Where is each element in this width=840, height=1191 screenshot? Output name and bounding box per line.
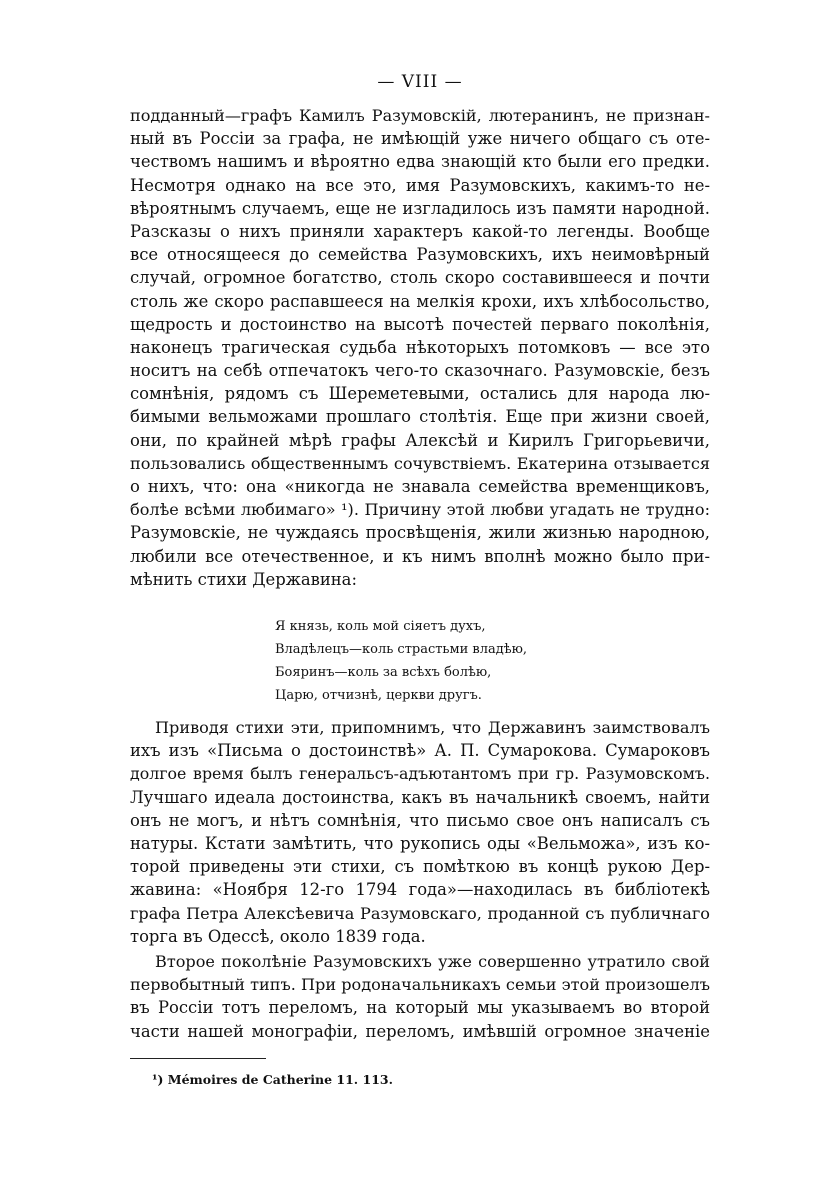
text-line: ихъ изъ «Письма о достоинствѣ» А. П. Сумарокова. Сумароковъ	[130, 741, 710, 761]
text-line: все относящееся до семейства Разумовскихъ, ихъ неимовѣрный	[130, 245, 710, 265]
text-line: мѣнить стихи Державина:	[130, 569, 357, 589]
text-line: болѣе всѣми любимаго» ¹). Причину этой любви угадать не трудно:	[130, 500, 710, 520]
text-line: столь же скоро распавшееся на мелкія крохи, ихъ хлѣбосольство,	[130, 291, 710, 311]
text-line: натуры. Кстати замѣтить, что рукопись оды «Вельможа», изъ ко-	[130, 833, 710, 853]
paragraph-3	[130, 950, 710, 1043]
text-line: подданный—графъ Камилъ Разумовскій, лютеранинъ, не признан-	[130, 106, 710, 125]
text-line: щедрость и достоинство на высотѣ почестей перваго поколѣнія,	[130, 314, 710, 334]
paragraph-2	[130, 716, 710, 948]
verse-line: Бояринъ—коль за всѣхъ болѣю,	[275, 665, 492, 680]
paragraph-1	[130, 104, 710, 591]
text-line: жавина: «Ноября 12-го 1794 года»—находилась въ библіотекѣ	[130, 880, 710, 900]
text-line: графа Петра Алексѣевича Разумовскаго, проданной съ публичнаго	[130, 903, 710, 923]
verse-line: Владѣлецъ—коль страстьми владѣю,	[275, 642, 528, 657]
text-line: торой приведены эти стихи, съ помѣткою въ концѣ рукою Дер-	[130, 857, 710, 877]
text-line: торга въ Одессѣ, около 1839 года.	[130, 926, 426, 946]
text-line: пользовались общественнымъ сочувствіемъ. Екатерина отзывается	[130, 453, 710, 473]
text-line: въ Россіи тотъ переломъ, на который мы указываемъ во второй	[130, 998, 710, 1018]
text-line: онъ не могъ, и нѣтъ сомнѣнія, что письмо свое онъ написалъ съ	[130, 810, 710, 830]
text-line: долгое время былъ генеральсъ-адъютантомъ при гр. Разумовскомъ.	[130, 764, 710, 784]
text-line: наконецъ трагическая судьба нѣкоторыхъ потомковъ — все это	[130, 337, 710, 357]
text-line: сомнѣнія, рядомъ съ Шереметевыми, остались для народа лю-	[130, 384, 710, 404]
text-line: носитъ на себѣ отпечатокъ чего-то сказочнаго. Разумовскіе, безъ	[130, 361, 710, 381]
footnote: ¹) Mémoires de Catherine 11. 113.	[152, 1072, 393, 1087]
text-line: Разумовскіе, не чуждаясь просвѣщенія, жили жизнью народною,	[130, 523, 710, 543]
text-line: случай, огромное богатство, столь скоро составившееся и почти	[130, 268, 710, 288]
text-line: любили все отечественное, и къ нимъ вполнѣ можно было при-	[130, 546, 710, 566]
text-line: они, по крайней мѣрѣ графы Алексѣй и Кирилъ Григорьевичи,	[130, 430, 710, 450]
footnote-divider	[130, 1058, 266, 1059]
text-line: части нашей монографіи, переломъ, имѣвшій огромное значеніе	[130, 1021, 710, 1041]
page-number: — VIII —	[377, 72, 463, 92]
verse-quote	[275, 615, 527, 707]
text-line: Лучшаго идеала достоинства, какъ въ начальникѣ своемъ, найти	[130, 787, 710, 807]
text-line: чествомъ нашимъ и вѣроятно едва знающій кто были его предки.	[130, 152, 710, 172]
text-line: Второе поколѣніе Разумовскихъ уже совершенно утратило свой	[155, 952, 710, 971]
text-line: ный въ Россіи за графа, не имѣющій уже ничего общаго съ оте-	[130, 129, 710, 149]
text-line: вѣроятнымъ случаемъ, еще не изгладилось изъ памяти народной.	[130, 198, 710, 218]
text-line: бимыми вельможами прошлаго столѣтія. Еще при жизни своей,	[130, 407, 710, 427]
verse-line: Я князь, коль мой сіяетъ духъ,	[275, 619, 486, 634]
text-line: Несмотря однако на все это, имя Разумовскихъ, какимъ-то не-	[130, 175, 710, 195]
verse-line: Царю, отчизнѣ, церкви другъ.	[275, 688, 482, 703]
text-line: Разсказы о нихъ приняли характеръ какой-то легенды. Вообще	[130, 221, 710, 241]
text-line: Приводя стихи эти, припомнимъ, что Державинъ заимствовалъ	[155, 718, 710, 737]
text-line: первобытный типъ. При родоначальникахъ семьи этой произошелъ	[130, 975, 710, 995]
text-line: о нихъ, что: она «никогда не знавала семейства временщиковъ,	[130, 477, 710, 496]
